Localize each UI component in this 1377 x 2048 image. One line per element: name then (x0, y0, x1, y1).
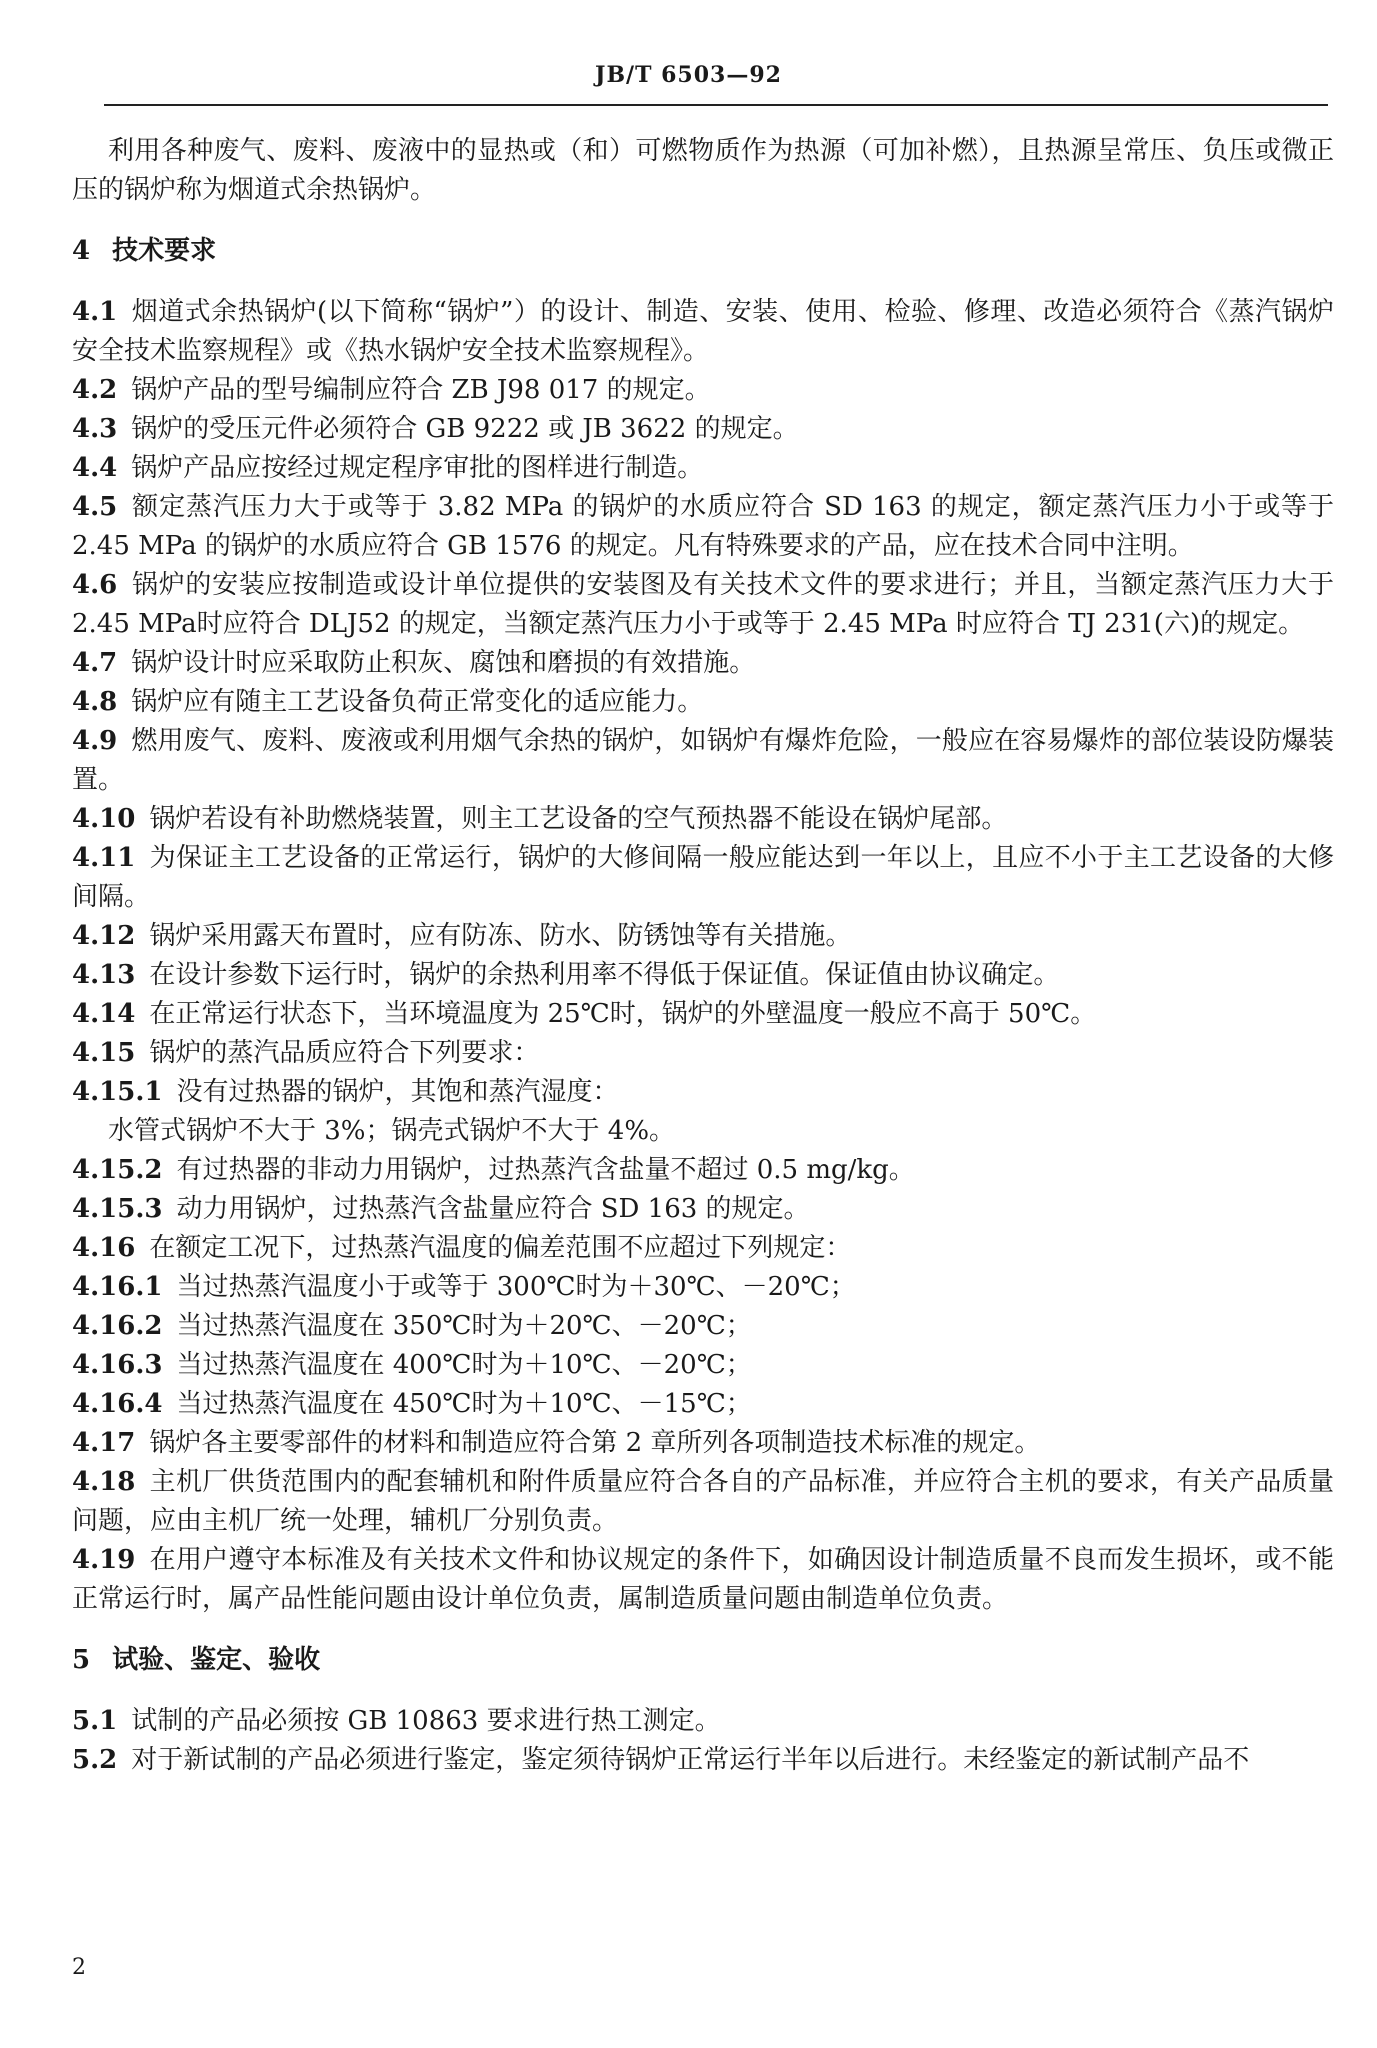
clause-number: 4.16.4 (72, 1389, 163, 1419)
clause-text: 烟道式余热锅炉(以下简称“锅炉”）的设计、制造、安装、使用、检验、修理、改造必须符合《蒸汽锅炉安全技术监察规程》或《热水锅炉安全技术监察规程》。 (72, 297, 1334, 366)
document-body (72, 132, 1334, 1780)
clause-text: 当过热蒸汽温度在 350℃时为＋20℃、－20℃； (176, 1311, 752, 1341)
clause-text: 有过热器的非动力用锅炉，过热蒸汽含盐量不超过 0.5 mg/kg。 (176, 1155, 915, 1185)
clause (72, 1541, 1334, 1619)
clause (72, 1307, 1334, 1346)
clause-text: 动力用锅炉，过热蒸汽含盐量应符合 SD 163 的规定。 (176, 1194, 810, 1224)
clause-text: 在设计参数下运行时，锅炉的余热利用率不得低于保证值。保证值由协议确定。 (149, 960, 1060, 990)
clause (72, 1073, 1334, 1112)
clause-number: 4.15 (72, 1038, 136, 1068)
clause (72, 1151, 1334, 1190)
clause-text: 锅炉若设有补助燃烧装置，则主工艺设备的空气预热器不能设在锅炉尾部。 (149, 804, 1008, 834)
clause-number: 4.1 (72, 297, 118, 327)
section-number: 4 (72, 236, 91, 266)
clause-text: 在正常运行状态下，当环境温度为 25℃时，锅炉的外壁温度一般应不高于 50℃。 (149, 999, 1097, 1029)
clause-number: 4.19 (72, 1545, 136, 1575)
clause-number: 4.16 (72, 1233, 136, 1263)
clause-number: 4.9 (72, 726, 118, 756)
clause (72, 1741, 1334, 1780)
section-number: 5 (72, 1645, 91, 1675)
clause-text: 当过热蒸汽温度在 450℃时为＋10℃、－15℃； (176, 1389, 752, 1419)
clause (72, 995, 1334, 1034)
clause (72, 644, 1334, 683)
clause (72, 917, 1334, 956)
clause-text: 在额定工况下，过热蒸汽温度的偏差范围不应超过下列规定： (149, 1233, 852, 1263)
clause-number: 5.2 (72, 1745, 118, 1775)
clause-text: 额定蒸汽压力大于或等于 3.82 MPa 的锅炉的水质应符合 SD 163 的规定，额定蒸汽压力小于或等于 2.45 MPa 的锅炉的水质应符合 GB 1576 的规定。凡有特殊要求的产品，应在技术合同中注明。 (72, 492, 1334, 561)
clause (72, 566, 1334, 644)
clause-text: 没有过热器的锅炉，其饱和蒸汽湿度： (176, 1077, 619, 1107)
clause (72, 1702, 1334, 1741)
clause (72, 1190, 1334, 1229)
clause-number: 4.5 (72, 492, 118, 522)
clause-text: 为保证主工艺设备的正常运行，锅炉的大修间隔一般应能达到一年以上，且应不小于主工艺设备的大修间隔。 (72, 843, 1334, 912)
clause-number: 4.6 (72, 570, 118, 600)
clause-number: 4.4 (72, 453, 118, 483)
clause-number: 4.17 (72, 1428, 136, 1458)
clause-number: 4.11 (72, 843, 136, 873)
clause (72, 1463, 1334, 1541)
clause-number: 4.15.1 (72, 1077, 163, 1107)
clause-text: 对于新试制的产品必须进行鉴定，鉴定须待锅炉正常运行半年以后进行。未经鉴定的新试制产品不 (131, 1745, 1250, 1775)
clause-number: 4.7 (72, 648, 118, 678)
clause (72, 293, 1334, 371)
clause (72, 1385, 1334, 1424)
clause (72, 371, 1334, 410)
clause-number: 4.3 (72, 414, 118, 444)
page-number: 2 (72, 1955, 86, 1980)
clause (72, 722, 1334, 800)
clause-number: 4.10 (72, 804, 136, 834)
clause (72, 800, 1334, 839)
clause-text: 水管式锅炉不大于 3%；锅壳式锅炉不大于 4%。 (108, 1116, 676, 1146)
clause (72, 1034, 1334, 1073)
clause (72, 839, 1334, 917)
clause-number: 4.13 (72, 960, 136, 990)
clause-number: 4.15.3 (72, 1194, 163, 1224)
clause-text: 主机厂供货范围内的配套辅机和附件质量应符合各自的产品标准，并应符合主机的要求，有关产品质量问题，应由主机厂统一处理，辅机厂分别负责。 (72, 1467, 1334, 1536)
clause-number: 4.18 (72, 1467, 136, 1497)
section-title: 技术要求 (112, 236, 217, 266)
clause-number: 4.14 (72, 999, 136, 1029)
clause (72, 488, 1334, 566)
clause (72, 956, 1334, 995)
clause (72, 1424, 1334, 1463)
clause-text: 锅炉应有随主工艺设备负荷正常变化的适应能力。 (131, 687, 704, 717)
clause-text: 在用户遵守本标准及有关技术文件和协议规定的条件下，如确因设计制造质量不良而发生损坏，或不能正常运行时，属产品性能问题由设计单位负责，属制造质量问题由制造单位负责。 (72, 1545, 1334, 1614)
clause-text: 试制的产品必须按 GB 10863 要求进行热工测定。 (131, 1706, 721, 1736)
intro-paragraph: 利用各种废气、废料、废液中的显热或（和）可燃物质作为热源（可加补燃），且热源呈常压、负压或微正压的锅炉称为烟道式余热锅炉。 (72, 136, 1334, 205)
section-title: 试验、鉴定、验收 (112, 1645, 321, 1675)
clause-text: 当过热蒸汽温度小于或等于 300℃时为＋30℃、－20℃； (176, 1272, 856, 1302)
clause-text: 锅炉设计时应采取防止积灰、腐蚀和磨损的有效措施。 (131, 648, 756, 678)
clause-text: 当过热蒸汽温度在 400℃时为＋10℃、－20℃； (176, 1350, 752, 1380)
clause (72, 1346, 1334, 1385)
header-rule (104, 104, 1328, 106)
clause-text: 锅炉产品的型号编制应符合 ZB J98 017 的规定。 (131, 375, 711, 405)
section-heading (72, 1641, 1334, 1680)
clause-number: 4.16.2 (72, 1311, 163, 1341)
clause (72, 683, 1334, 722)
clause-text: 锅炉的蒸汽品质应符合下列要求： (149, 1038, 540, 1068)
clause-text: 锅炉产品应按经过规定程序审批的图样进行制造。 (131, 453, 704, 483)
clause-text: 锅炉采用露天布置时，应有防冻、防水、防锈蚀等有关措施。 (149, 921, 852, 951)
standard-code: JB/T 6503—92 (595, 62, 782, 88)
clause-text: 锅炉的安装应按制造或设计单位提供的安装图及有关技术文件的要求进行；并且，当额定蒸汽压力大于2.45 MPa时应符合 DLJ52 的规定，当额定蒸汽压力小于或等于 2.45 MPa 时应符合 TJ 231(六)的规定。 (72, 570, 1334, 639)
clause-number: 5.1 (72, 1706, 118, 1736)
clause (72, 1112, 1334, 1151)
clause (72, 1268, 1334, 1307)
clause-number: 4.16.1 (72, 1272, 163, 1302)
clause-text: 燃用废气、废料、废液或利用烟气余热的锅炉，如锅炉有爆炸危险，一般应在容易爆炸的部位装设防爆装置。 (72, 726, 1334, 795)
clause-number: 4.16.3 (72, 1350, 163, 1380)
section-heading (72, 232, 1334, 271)
clause-number: 4.2 (72, 375, 118, 405)
clause (72, 410, 1334, 449)
clause (72, 449, 1334, 488)
clause-number: 4.8 (72, 687, 118, 717)
clause-text: 锅炉各主要零部件的材料和制造应符合第 2 章所列各项制造技术标准的规定。 (149, 1428, 1041, 1458)
clause-number: 4.12 (72, 921, 136, 951)
clause-number: 4.15.2 (72, 1155, 163, 1185)
clause-text: 锅炉的受压元件必须符合 GB 9222 或 JB 3622 的规定。 (131, 414, 799, 444)
clause (72, 1229, 1334, 1268)
